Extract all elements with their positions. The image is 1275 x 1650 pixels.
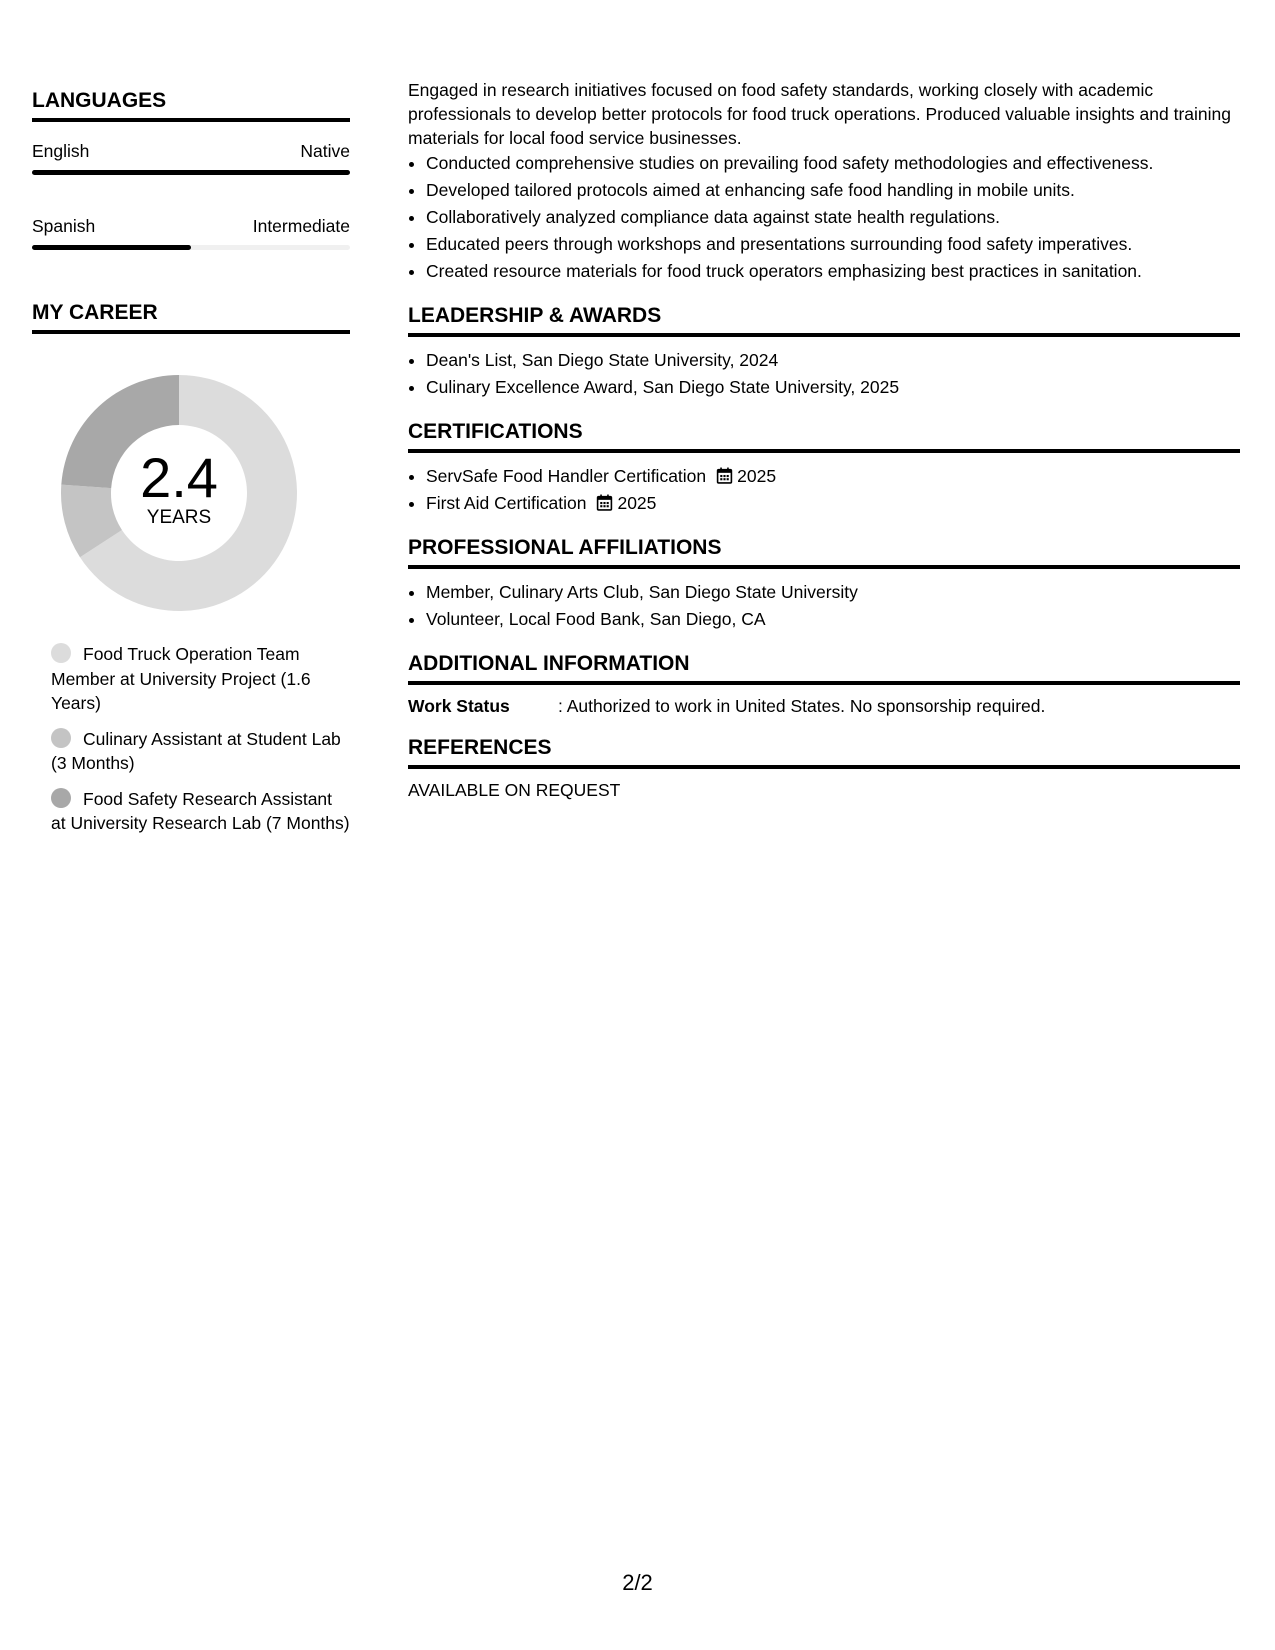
section-title-certifications: CERTIFICATIONS <box>408 419 1240 453</box>
work-status-value: : Authorized to work in United States. No sponsorship required. <box>558 696 1046 716</box>
legend-label: Food Truck Operation Team Member at University Project (1.6 Years) <box>51 644 311 713</box>
language-item <box>32 140 350 175</box>
career-total-value: 2.4 <box>140 446 218 509</box>
certification-name: First Aid Certification <box>426 493 587 513</box>
certifications-section <box>408 419 1240 517</box>
language-proficiency-bar <box>32 170 350 175</box>
list-item: • Created resource materials for food truck operators emphasizing best practices in sanitation. <box>426 258 1240 285</box>
legend-item <box>51 642 350 716</box>
list-item: • Conducted comprehensive studies on prevailing food safety methodologies and effectiveness. <box>426 150 1240 177</box>
career-donut-chart <box>54 368 304 618</box>
legend-dot <box>51 728 71 748</box>
affiliations-section <box>408 535 1240 633</box>
list-item <box>426 490 1240 517</box>
legend-item <box>51 727 350 776</box>
work-status-row <box>408 695 1240 717</box>
language-level: Intermediate <box>252 216 350 236</box>
legend-label: Culinary Assistant at Student Lab (3 Months) <box>51 728 341 773</box>
additional-info-section <box>408 651 1240 717</box>
donut-center <box>54 368 304 618</box>
list-item <box>426 463 1240 490</box>
experience-summary: Engaged in research initiatives focused on food safety standards, working closely with academic professionals to develop better protocols for food truck operations. Produced valuable insights and training materials for local food service businesses. <box>408 80 1231 148</box>
section-title-languages: LANGUAGES <box>32 88 350 122</box>
language-level: Native <box>300 141 350 161</box>
language-proficiency-bar <box>32 245 350 250</box>
list-item: • Educated peers through workshops and presentations surrounding food safety imperatives. <box>426 231 1240 258</box>
experience-bullets <box>408 150 1240 285</box>
section-title-additional: ADDITIONAL INFORMATION <box>408 651 1240 685</box>
references-text: AVAILABLE ON REQUEST <box>408 780 621 800</box>
section-title-references: REFERENCES <box>408 735 1240 769</box>
legend-label: Food Safety Research Assistant at University Research Lab (7 Months) <box>51 788 350 833</box>
left-column <box>32 88 350 847</box>
legend-dot <box>51 643 71 663</box>
section-title-career: MY CAREER <box>32 300 350 334</box>
legend-dot <box>51 788 71 808</box>
leadership-section <box>408 303 1240 401</box>
languages-section <box>32 88 350 250</box>
page-number: 2/2 <box>622 1570 653 1595</box>
certification-year: 2025 <box>737 466 777 486</box>
career-total-unit: YEARS <box>146 507 212 528</box>
experience-block <box>408 78 1240 285</box>
legend-item <box>51 787 350 836</box>
language-proficiency-fill <box>32 245 191 250</box>
references-section <box>408 735 1240 801</box>
language-proficiency-fill <box>32 170 350 175</box>
work-status-label: Work Status <box>408 696 510 716</box>
list-item: • Member, Culinary Arts Club, San Diego State University <box>426 579 1240 606</box>
certification-year: 2025 <box>617 493 657 513</box>
language-name: Spanish <box>32 216 96 236</box>
language-name: English <box>32 141 90 161</box>
list-item: • Collaboratively analyzed compliance data against state health regulations. <box>426 204 1240 231</box>
career-legend <box>32 642 350 836</box>
right-column <box>408 78 1240 801</box>
calendar-icon <box>716 467 733 484</box>
career-section <box>32 300 350 836</box>
list-item: • Dean's List, San Diego State University, 2024 <box>426 347 1240 374</box>
certification-name: ServSafe Food Handler Certification <box>426 466 707 486</box>
section-title-affiliations: PROFESSIONAL AFFILIATIONS <box>408 535 1240 569</box>
language-item <box>32 215 350 250</box>
list-item: • Volunteer, Local Food Bank, San Diego, CA <box>426 606 1240 633</box>
list-item: • Culinary Excellence Award, San Diego State University, 2025 <box>426 374 1240 401</box>
list-item: • Developed tailored protocols aimed at enhancing safe food handling in mobile units. <box>426 177 1240 204</box>
section-title-leadership: LEADERSHIP & AWARDS <box>408 303 1240 337</box>
calendar-icon <box>596 494 613 511</box>
